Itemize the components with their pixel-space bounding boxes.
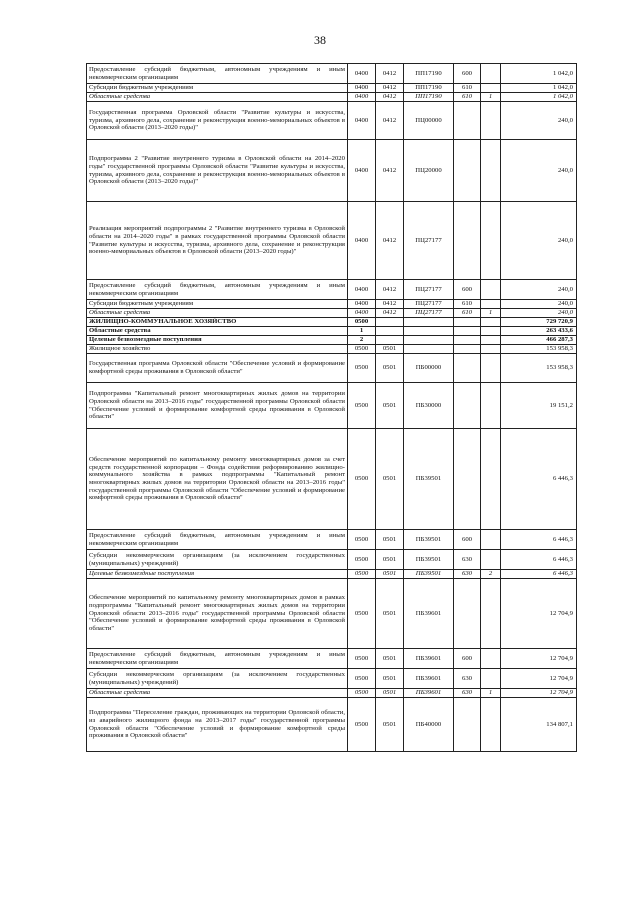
table-row [87,698,577,752]
subsection-code-cell [376,327,404,336]
section-code-cell: 0500 [348,570,376,579]
amount-cell: 12 704,9 [501,579,577,649]
subsection-code-cell: 0501 [376,570,404,579]
table-row [87,309,577,318]
row-name-cell: Обеспечение мероприятий по капитальному ремонту многоквартирных домов за счет средств государственной корпорации – Фонда содействия реформированию жилищно-коммунального хозяйства в рамках подпрограммы "Капитальный ремонт многоквартирных жилых домов на территории Орловской области на 2013–2016 годы" государственной программы Орловской области "Обеспечение условий и формирование комфортной среды проживания в Орловской области" [87,429,348,530]
row-name-cell: Субсидии бюджетным учреждениям [87,84,348,93]
subsection-code-cell: 0412 [376,84,404,93]
table-row [87,550,577,570]
target-article-cell: ПЦ20000 [404,140,454,202]
subsection-code-cell: 0412 [376,309,404,318]
amount-cell: 240,0 [501,309,577,318]
funding-source-cell [481,669,501,689]
funding-source-cell [481,579,501,649]
funding-source-cell [481,354,501,383]
subsection-code-cell: 0501 [376,345,404,354]
target-article-cell: ПБ39501 [404,530,454,550]
funding-source-cell [481,383,501,429]
target-article-cell: ПП17190 [404,93,454,102]
amount-cell: 153 958,3 [501,354,577,383]
section-code-cell: 0500 [348,550,376,570]
target-article-cell: ПБ39601 [404,649,454,669]
amount-cell: 12 704,9 [501,669,577,689]
subsection-code-cell: 0501 [376,354,404,383]
target-article-cell [404,327,454,336]
amount-cell: 729 720,9 [501,318,577,327]
row-name-cell: Субсидии некоммерческим организациям (за исключением государственных (муниципальных) учреждений) [87,669,348,689]
amount-cell: 6 446,3 [501,429,577,530]
row-name-cell: Подпрограмма "Переселение граждан, проживающих на территории Орловской области, из аварийного жилищного фонда на 2013–2017 годы" государственной программы Орловской области "Обеспечение условий и формирование комфортной среды проживания в Орловской области" [87,698,348,752]
subsection-code-cell: 0501 [376,579,404,649]
subsection-code-cell: 0412 [376,280,404,300]
target-article-cell: ПЦ27177 [404,300,454,309]
table-row [87,280,577,300]
target-article-cell: ПБ39601 [404,669,454,689]
funding-source-cell [481,64,501,84]
expense-type-cell [454,429,481,530]
amount-cell: 240,0 [501,102,577,140]
amount-cell: 6 446,3 [501,550,577,570]
table-row [87,383,577,429]
section-code-cell: 0400 [348,309,376,318]
row-name-cell: Предоставление субсидий бюджетным, автономным учреждениям и иным некоммерческим организациям [87,530,348,550]
amount-cell: 12 704,9 [501,649,577,669]
funding-source-cell: 2 [481,570,501,579]
table-row [87,300,577,309]
funding-source-cell [481,202,501,280]
section-code-cell: 0400 [348,84,376,93]
target-article-cell: ПБ40000 [404,698,454,752]
funding-source-cell [481,649,501,669]
section-code-cell: 0500 [348,429,376,530]
table-row [87,102,577,140]
expense-type-cell [454,354,481,383]
expense-type-cell [454,345,481,354]
section-code-cell: 0400 [348,140,376,202]
section-code-cell: 0400 [348,102,376,140]
section-code-cell: 0500 [348,698,376,752]
expense-type-cell [454,327,481,336]
row-name-cell: Областные средства [87,327,348,336]
section-code-cell: 0400 [348,202,376,280]
amount-cell: 240,0 [501,140,577,202]
section-code-cell: 0500 [348,579,376,649]
funding-source-cell [481,550,501,570]
amount-cell: 263 433,6 [501,327,577,336]
row-name-cell: Государственная программа Орловской области "Обеспечение условий и формирование комфортной среды проживания в Орловской области" [87,354,348,383]
table-body [87,64,577,752]
expense-type-cell [454,202,481,280]
table-row [87,327,577,336]
target-article-cell: ПБ30000 [404,383,454,429]
row-name-cell: Областные средства [87,93,348,102]
subsection-code-cell: 0412 [376,102,404,140]
expense-type-cell: 600 [454,64,481,84]
funding-source-cell: 1 [481,93,501,102]
amount-cell: 134 807,1 [501,698,577,752]
table-row [87,354,577,383]
page-number: 38 [314,33,326,47]
row-name-cell: Обеспечение мероприятий по капитальному ремонту многоквартирных домов в рамках подпрограммы "Капитальный ремонт многоквартирных жилых домов на территории Орловской области 2013–2016 годы" государственной программы Орловской области "Обеспечение условий и формирование комфортной среды проживания в Орловской области" [87,579,348,649]
subsection-code-cell: 0412 [376,202,404,280]
expense-type-cell: 630 [454,669,481,689]
expense-type-cell: 610 [454,93,481,102]
table-row [87,84,577,93]
expense-type-cell [454,318,481,327]
funding-source-cell [481,530,501,550]
section-code-cell: 2 [348,336,376,345]
expense-type-cell: 630 [454,550,481,570]
table-row [87,336,577,345]
target-article-cell [404,318,454,327]
target-article-cell [404,336,454,345]
subsection-code-cell: 0501 [376,689,404,698]
expense-type-cell [454,336,481,345]
amount-cell: 1 042,0 [501,84,577,93]
amount-cell: 1 042,0 [501,64,577,84]
target-article-cell: ПЦ00000 [404,102,454,140]
expense-type-cell: 610 [454,300,481,309]
subsection-code-cell: 0501 [376,530,404,550]
target-article-cell: ПБ00000 [404,354,454,383]
target-article-cell [404,345,454,354]
row-name-cell: Целевые безвозмездные поступления [87,336,348,345]
table-row [87,530,577,550]
table-row [87,429,577,530]
expense-type-cell [454,140,481,202]
subsection-code-cell: 0501 [376,429,404,530]
subsection-code-cell: 0412 [376,300,404,309]
section-code-cell: 0400 [348,93,376,102]
section-code-cell: 0500 [348,383,376,429]
table-row [87,649,577,669]
target-article-cell: ПБ39501 [404,570,454,579]
expense-type-cell: 610 [454,84,481,93]
section-code-cell: 0400 [348,64,376,84]
expense-type-cell [454,579,481,649]
budget-table [86,63,577,752]
amount-cell: 153 958,3 [501,345,577,354]
funding-source-cell [481,345,501,354]
target-article-cell: ПБ39501 [404,550,454,570]
funding-source-cell: 1 [481,309,501,318]
amount-cell: 466 287,3 [501,336,577,345]
amount-cell: 12 704,9 [501,689,577,698]
table-row [87,345,577,354]
amount-cell: 19 151,2 [501,383,577,429]
amount-cell: 240,0 [501,202,577,280]
table-row [87,689,577,698]
row-name-cell: Предоставление субсидий бюджетным, автономным учреждениям и иным некоммерческим организациям [87,64,348,84]
subsection-code-cell: 0501 [376,383,404,429]
row-name-cell: Целевые безвозмездные поступления [87,570,348,579]
section-code-cell: 0400 [348,280,376,300]
row-name-cell: Областные средства [87,689,348,698]
row-name-cell: Жилищное хозяйство [87,345,348,354]
section-code-cell: 0500 [348,689,376,698]
target-article-cell: ПЦ27177 [404,309,454,318]
section-code-cell: 0500 [348,669,376,689]
subsection-code-cell: 0412 [376,140,404,202]
expense-type-cell: 630 [454,689,481,698]
funding-source-cell [481,84,501,93]
section-code-cell: 0500 [348,530,376,550]
subsection-code-cell: 0412 [376,64,404,84]
subsection-code-cell [376,318,404,327]
section-code-cell: 0500 [348,318,376,327]
subsection-code-cell: 0501 [376,698,404,752]
funding-source-cell [481,429,501,530]
row-name-cell: Реализация мероприятий подпрограммы 2 "Развитие внутреннего туризма в Орловской области на 2014–2020 годы" в рамках государственной программы Орловской области "Развитие культуры и искусства, туризма, архивного дела, сохранение и реконструкция военно-мемориальных объектов в Орловской области (2013–2020 годы)" [87,202,348,280]
expense-type-cell [454,383,481,429]
row-name-cell: Областные средства [87,309,348,318]
expense-type-cell: 610 [454,309,481,318]
funding-source-cell [481,280,501,300]
table-row [87,140,577,202]
target-article-cell: ПП17190 [404,84,454,93]
section-code-cell: 0400 [348,300,376,309]
amount-cell: 240,0 [501,300,577,309]
section-code-cell: 0500 [348,345,376,354]
expense-type-cell: 600 [454,280,481,300]
funding-source-cell [481,140,501,202]
funding-source-cell [481,698,501,752]
expense-type-cell: 630 [454,570,481,579]
row-name-cell: Субсидии бюджетным учреждениям [87,300,348,309]
table-row [87,64,577,84]
target-article-cell: ПБ39501 [404,429,454,530]
row-name-cell: Предоставление субсидий бюджетным, автономным учреждениям и иным некоммерческим организациям [87,649,348,669]
amount-cell: 1 042,0 [501,93,577,102]
subsection-code-cell: 0412 [376,93,404,102]
row-name-cell: Подпрограмма 2 "Развитие внутреннего туризма в Орловской области на 2014–2020 годы" государственной программы Орловской области "Развитие культуры и искусства, туризма, архивного дела, сохранение и реконструкция военно-мемориальных объектов в Орловской области (2013–2020 годы)" [87,140,348,202]
expense-type-cell [454,698,481,752]
amount-cell: 6 446,3 [501,570,577,579]
target-article-cell: ПЦ27177 [404,202,454,280]
funding-source-cell: 1 [481,689,501,698]
funding-source-cell [481,318,501,327]
target-article-cell: ПЦ27177 [404,280,454,300]
target-article-cell: ПБ39601 [404,689,454,698]
subsection-code-cell: 0501 [376,669,404,689]
table-row [87,579,577,649]
table-row [87,669,577,689]
funding-source-cell [481,102,501,140]
amount-cell: 240,0 [501,280,577,300]
expense-type-cell: 600 [454,530,481,550]
amount-cell: 6 446,3 [501,530,577,550]
subsection-code-cell: 0501 [376,649,404,669]
section-code-cell: 0500 [348,649,376,669]
target-article-cell: ПП17190 [404,64,454,84]
subsection-code-cell [376,336,404,345]
section-code-cell: 1 [348,327,376,336]
subsection-code-cell: 0501 [376,550,404,570]
row-name-cell: Предоставление субсидий бюджетным, автономным учреждениям и иным некоммерческим организациям [87,280,348,300]
expense-type-cell [454,102,481,140]
table-row [87,93,577,102]
row-name-cell: Государственная программа Орловской области "Развитие культуры и искусства, туризма, архивного дела, сохранение и реконструкция военно-мемориальных объектов в Орловской области (2013–2020 годы)" [87,102,348,140]
expense-type-cell: 600 [454,649,481,669]
table-row [87,318,577,327]
target-article-cell: ПБ39601 [404,579,454,649]
funding-source-cell [481,336,501,345]
row-name-cell: Подпрограмма "Капитальный ремонт многоквартирных жилых домов на территории Орловской области на 2013–2016 годы" государственной программы Орловской области "Обеспечение условий и формирование комфортной среды проживания в Орловской области" [87,383,348,429]
row-name-cell: ЖИЛИЩНО-КОММУНАЛЬНОЕ ХОЗЯЙСТВО [87,318,348,327]
funding-source-cell [481,300,501,309]
row-name-cell: Субсидии некоммерческим организациям (за исключением государственных (муниципальных) учреждений) [87,550,348,570]
funding-source-cell [481,327,501,336]
section-code-cell: 0500 [348,354,376,383]
table-row [87,202,577,280]
table-row [87,570,577,579]
